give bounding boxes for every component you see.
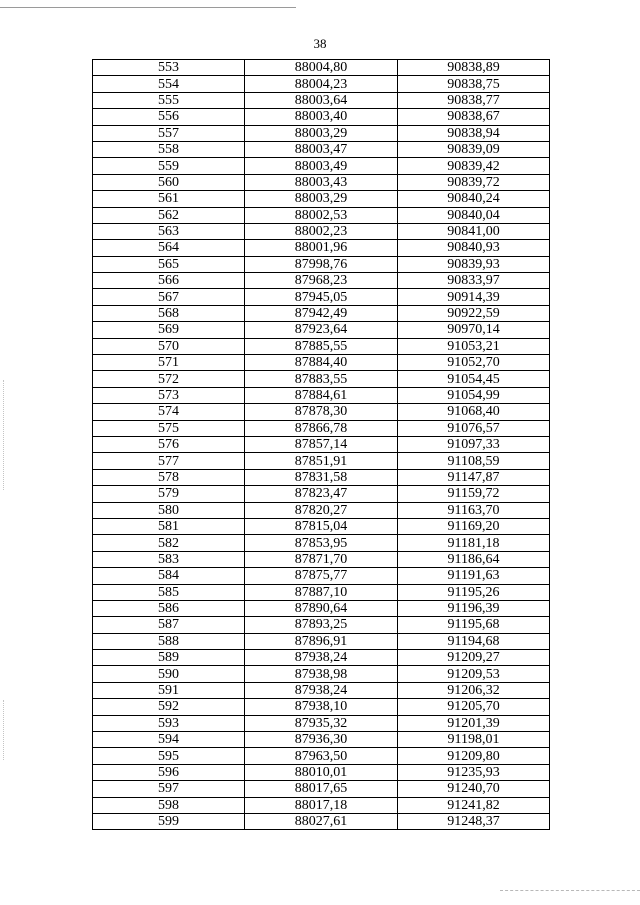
table-row: [93, 781, 550, 797]
x-coordinate-cell: 87884,40: [245, 355, 398, 371]
point-number-cell: 562: [93, 207, 245, 223]
table-row: [93, 125, 550, 141]
y-coordinate-cell: 91196,39: [398, 600, 550, 616]
point-number-cell: 581: [93, 518, 245, 534]
y-coordinate-cell: 91209,27: [398, 650, 550, 666]
x-coordinate-cell: 87938,24: [245, 682, 398, 698]
point-number-cell: 582: [93, 535, 245, 551]
x-coordinate-cell: 87968,23: [245, 273, 398, 289]
scan-top-edge-line: [0, 7, 296, 8]
x-coordinate-cell: 87998,76: [245, 256, 398, 272]
point-number-cell: 598: [93, 797, 245, 813]
point-number-cell: 576: [93, 436, 245, 452]
x-coordinate-cell: 88002,53: [245, 207, 398, 223]
x-coordinate-cell: 88003,64: [245, 92, 398, 108]
y-coordinate-cell: 91205,70: [398, 699, 550, 715]
point-number-cell: 565: [93, 256, 245, 272]
point-number-cell: 557: [93, 125, 245, 141]
y-coordinate-cell: 90838,67: [398, 109, 550, 125]
x-coordinate-cell: 87851,91: [245, 453, 398, 469]
table-row: [93, 273, 550, 289]
x-coordinate-cell: 87823,47: [245, 486, 398, 502]
x-coordinate-cell: 87875,77: [245, 568, 398, 584]
table-row: [93, 436, 550, 452]
table-row: [93, 387, 550, 403]
point-number-cell: 561: [93, 191, 245, 207]
x-coordinate-cell: 88003,43: [245, 174, 398, 190]
y-coordinate-cell: 90838,75: [398, 76, 550, 92]
x-coordinate-cell: 87884,61: [245, 387, 398, 403]
x-coordinate-cell: 88001,96: [245, 240, 398, 256]
x-coordinate-cell: 87883,55: [245, 371, 398, 387]
point-number-cell: 587: [93, 617, 245, 633]
table-row: [93, 732, 550, 748]
point-number-cell: 590: [93, 666, 245, 682]
x-coordinate-cell: 88004,80: [245, 60, 398, 76]
table-row: [93, 305, 550, 321]
y-coordinate-cell: 91240,70: [398, 781, 550, 797]
table-row: [93, 76, 550, 92]
point-number-cell: 586: [93, 600, 245, 616]
scan-left-edge-mark: [3, 380, 4, 490]
y-coordinate-cell: 90833,97: [398, 273, 550, 289]
y-coordinate-cell: 91209,80: [398, 748, 550, 764]
y-coordinate-cell: 90914,39: [398, 289, 550, 305]
point-number-cell: 571: [93, 355, 245, 371]
point-number-cell: 559: [93, 158, 245, 174]
point-number-cell: 580: [93, 502, 245, 518]
x-coordinate-cell: 88017,65: [245, 781, 398, 797]
y-coordinate-cell: 91198,01: [398, 732, 550, 748]
x-coordinate-cell: 88010,01: [245, 764, 398, 780]
point-number-cell: 584: [93, 568, 245, 584]
point-number-cell: 594: [93, 732, 245, 748]
y-coordinate-cell: 90839,09: [398, 141, 550, 157]
x-coordinate-cell: 87853,95: [245, 535, 398, 551]
table-row: [93, 60, 550, 76]
y-coordinate-cell: 91163,70: [398, 502, 550, 518]
x-coordinate-cell: 88003,40: [245, 109, 398, 125]
table-row: [93, 191, 550, 207]
table-row: [93, 420, 550, 436]
y-coordinate-cell: 90838,77: [398, 92, 550, 108]
y-coordinate-cell: 91169,20: [398, 518, 550, 534]
y-coordinate-cell: 90840,24: [398, 191, 550, 207]
x-coordinate-cell: 87938,10: [245, 699, 398, 715]
table-row: [93, 256, 550, 272]
x-coordinate-cell: 87938,98: [245, 666, 398, 682]
point-number-cell: 555: [93, 92, 245, 108]
y-coordinate-cell: 91054,99: [398, 387, 550, 403]
table-row: [93, 289, 550, 305]
x-coordinate-cell: 87871,70: [245, 551, 398, 567]
page-number: 38: [313, 36, 327, 51]
table-row: [93, 600, 550, 616]
point-number-cell: 573: [93, 387, 245, 403]
table-row: [93, 469, 550, 485]
x-coordinate-cell: 88002,23: [245, 223, 398, 239]
x-coordinate-cell: 87936,30: [245, 732, 398, 748]
point-number-cell: 599: [93, 813, 245, 829]
x-coordinate-cell: 87866,78: [245, 420, 398, 436]
y-coordinate-cell: 91147,87: [398, 469, 550, 485]
table-row: [93, 240, 550, 256]
y-coordinate-cell: 91054,45: [398, 371, 550, 387]
x-coordinate-cell: 87963,50: [245, 748, 398, 764]
x-coordinate-cell: 87923,64: [245, 322, 398, 338]
y-coordinate-cell: 91209,53: [398, 666, 550, 682]
y-coordinate-cell: 91108,59: [398, 453, 550, 469]
point-number-cell: 595: [93, 748, 245, 764]
point-number-cell: 577: [93, 453, 245, 469]
scan-bottom-edge-mark: [500, 890, 640, 891]
y-coordinate-cell: 91195,68: [398, 617, 550, 633]
point-number-cell: 553: [93, 60, 245, 76]
y-coordinate-cell: 90839,42: [398, 158, 550, 174]
point-number-cell: 579: [93, 486, 245, 502]
point-number-cell: 575: [93, 420, 245, 436]
x-coordinate-cell: 88003,29: [245, 191, 398, 207]
y-coordinate-cell: 90922,59: [398, 305, 550, 321]
scan-left-edge-mark: [3, 700, 4, 760]
table-row: [93, 617, 550, 633]
point-number-cell: 569: [93, 322, 245, 338]
x-coordinate-cell: 87890,64: [245, 600, 398, 616]
point-number-cell: 589: [93, 650, 245, 666]
y-coordinate-cell: 91201,39: [398, 715, 550, 731]
y-coordinate-cell: 91191,63: [398, 568, 550, 584]
point-number-cell: 564: [93, 240, 245, 256]
y-coordinate-cell: 91195,26: [398, 584, 550, 600]
point-number-cell: 556: [93, 109, 245, 125]
y-coordinate-cell: 90839,93: [398, 256, 550, 272]
table-row: [93, 109, 550, 125]
x-coordinate-cell: 87945,05: [245, 289, 398, 305]
table-row: [93, 584, 550, 600]
y-coordinate-cell: 90840,93: [398, 240, 550, 256]
x-coordinate-cell: 88004,23: [245, 76, 398, 92]
table-row: [93, 551, 550, 567]
point-number-cell: 592: [93, 699, 245, 715]
point-number-cell: 572: [93, 371, 245, 387]
table-row: [93, 322, 550, 338]
y-coordinate-cell: 90970,14: [398, 322, 550, 338]
table-row: [93, 141, 550, 157]
point-number-cell: 568: [93, 305, 245, 321]
table-row: [93, 338, 550, 354]
table-row: [93, 650, 550, 666]
y-coordinate-cell: 91181,18: [398, 535, 550, 551]
table-row: [93, 453, 550, 469]
x-coordinate-cell: 87896,91: [245, 633, 398, 649]
x-coordinate-cell: 87831,58: [245, 469, 398, 485]
table-row: [93, 633, 550, 649]
table-row: [93, 666, 550, 682]
table-row: [93, 502, 550, 518]
table-row: [93, 568, 550, 584]
point-number-cell: 597: [93, 781, 245, 797]
y-coordinate-cell: 91159,72: [398, 486, 550, 502]
table-row: [93, 518, 550, 534]
table-row: [93, 699, 550, 715]
y-coordinate-cell: 91248,37: [398, 813, 550, 829]
x-coordinate-cell: 87938,24: [245, 650, 398, 666]
point-number-cell: 563: [93, 223, 245, 239]
table-row: [93, 371, 550, 387]
y-coordinate-cell: 90840,04: [398, 207, 550, 223]
table-row: [93, 158, 550, 174]
table-row: [93, 813, 550, 829]
x-coordinate-cell: 87857,14: [245, 436, 398, 452]
y-coordinate-cell: 91052,70: [398, 355, 550, 371]
x-coordinate-cell: 87820,27: [245, 502, 398, 518]
y-coordinate-cell: 91053,21: [398, 338, 550, 354]
table-row: [93, 355, 550, 371]
table-row: [93, 535, 550, 551]
point-number-cell: 558: [93, 141, 245, 157]
x-coordinate-cell: 87893,25: [245, 617, 398, 633]
x-coordinate-cell: 88003,49: [245, 158, 398, 174]
point-number-cell: 593: [93, 715, 245, 731]
y-coordinate-cell: 90841,00: [398, 223, 550, 239]
table-row: [93, 486, 550, 502]
x-coordinate-cell: 87878,30: [245, 404, 398, 420]
x-coordinate-cell: 88027,61: [245, 813, 398, 829]
x-coordinate-cell: 88003,47: [245, 141, 398, 157]
x-coordinate-cell: 88003,29: [245, 125, 398, 141]
x-coordinate-cell: 87815,04: [245, 518, 398, 534]
point-number-cell: 591: [93, 682, 245, 698]
point-number-cell: 578: [93, 469, 245, 485]
y-coordinate-cell: 91186,64: [398, 551, 550, 567]
y-coordinate-cell: 91076,57: [398, 420, 550, 436]
y-coordinate-cell: 90838,94: [398, 125, 550, 141]
table-row: [93, 174, 550, 190]
table-row: [93, 92, 550, 108]
point-number-cell: 567: [93, 289, 245, 305]
point-number-cell: 596: [93, 764, 245, 780]
point-number-cell: 583: [93, 551, 245, 567]
y-coordinate-cell: 91097,33: [398, 436, 550, 452]
x-coordinate-cell: 87935,32: [245, 715, 398, 731]
x-coordinate-cell: 87887,10: [245, 584, 398, 600]
coordinates-table-body: [93, 60, 550, 830]
point-number-cell: 554: [93, 76, 245, 92]
table-row: [93, 207, 550, 223]
y-coordinate-cell: 91068,40: [398, 404, 550, 420]
table-row: [93, 223, 550, 239]
x-coordinate-cell: 88017,18: [245, 797, 398, 813]
point-number-cell: 588: [93, 633, 245, 649]
x-coordinate-cell: 87942,49: [245, 305, 398, 321]
y-coordinate-cell: 91235,93: [398, 764, 550, 780]
point-number-cell: 585: [93, 584, 245, 600]
point-number-cell: 566: [93, 273, 245, 289]
y-coordinate-cell: 91241,82: [398, 797, 550, 813]
y-coordinate-cell: 91194,68: [398, 633, 550, 649]
y-coordinate-cell: 91206,32: [398, 682, 550, 698]
table-row: [93, 404, 550, 420]
coordinates-table: [92, 59, 550, 830]
table-row: [93, 797, 550, 813]
table-row: [93, 764, 550, 780]
x-coordinate-cell: 87885,55: [245, 338, 398, 354]
point-number-cell: 570: [93, 338, 245, 354]
table-row: [93, 682, 550, 698]
y-coordinate-cell: 90838,89: [398, 60, 550, 76]
table-row: [93, 748, 550, 764]
table-row: [93, 715, 550, 731]
y-coordinate-cell: 90839,72: [398, 174, 550, 190]
point-number-cell: 574: [93, 404, 245, 420]
point-number-cell: 560: [93, 174, 245, 190]
